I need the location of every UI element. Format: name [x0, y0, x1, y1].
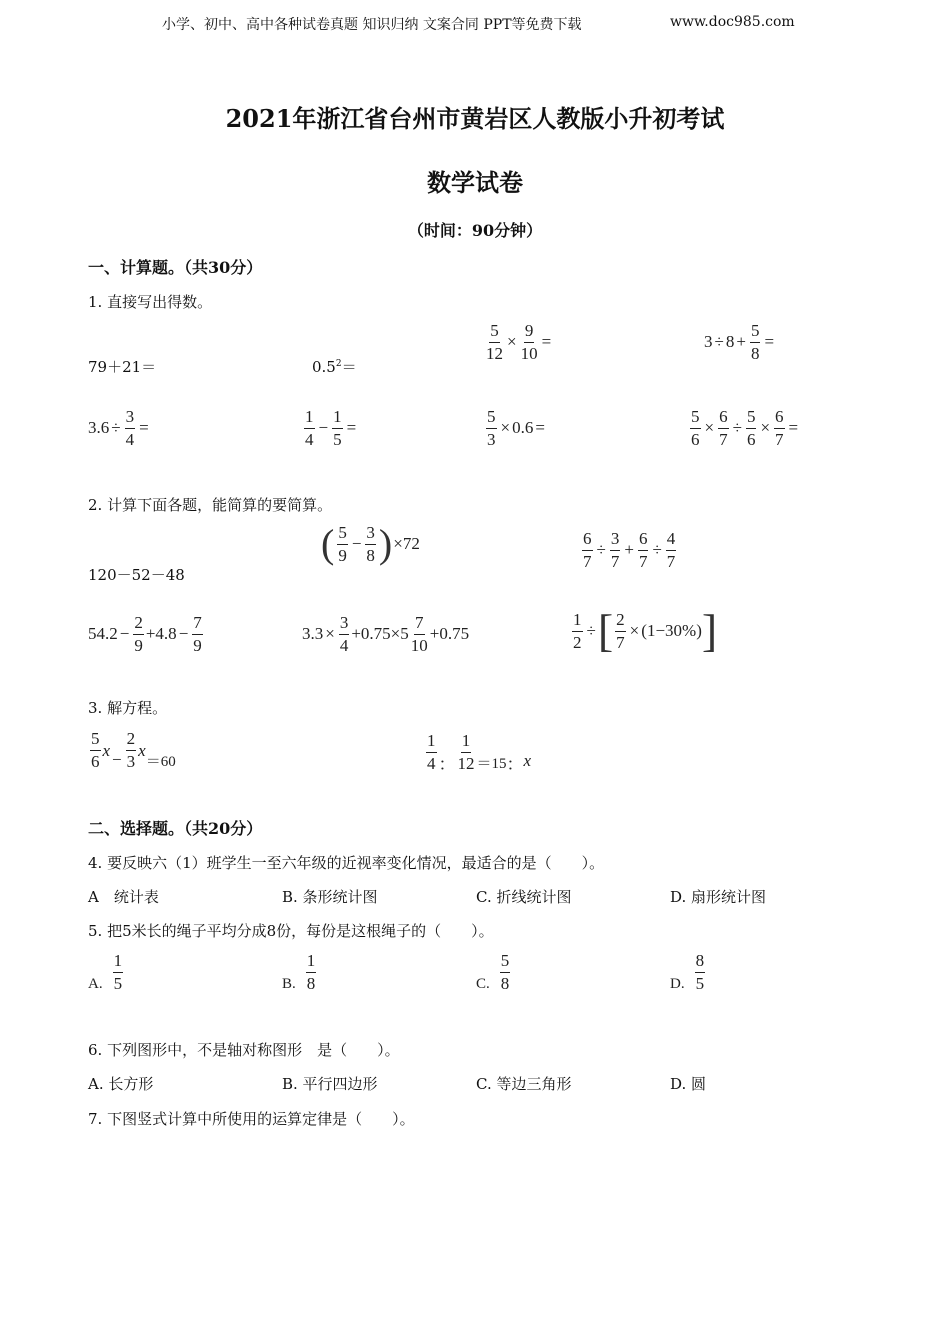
q4-option-c[interactable]: C. 折线统计图 — [476, 888, 572, 906]
header-text: 小学、初中、高中各种试卷真题 知识归纳 文案合同 PPT等免费下载 — [162, 17, 582, 33]
q1-d: 3 ÷ 8 + $\frac{5}{8}$ = — [704, 321, 775, 363]
q5-option-a[interactable]: A. 1 5 — [88, 951, 123, 993]
q5-option-b[interactable]: B. 1 8 — [282, 951, 316, 993]
section1-heading: 一、计算题。（共30分） — [88, 258, 263, 277]
q1-a: 79＋21＝ — [88, 358, 157, 376]
q2-e: 3.3 × $\frac{3}{4}$ +0.75×5 7 10 +0.75 — [302, 613, 470, 655]
q2-f: $\frac{1}{2}$ ÷ [ $\frac{2}{7}$ × ( 1−30% ) ] — [573, 605, 718, 656]
q1-h: $\frac{5}{6}$ × $\frac{6}{7}$ ÷ $\frac{5}{6}$ × $\frac{6}{7}$ = — [691, 407, 799, 449]
q3-eq2: 1 4 ： 1 12 ＝15 ： x — [427, 731, 532, 774]
q2-a: 120－52－48 — [88, 566, 185, 584]
q7-text: 7. 下图竖式计算中所使用的运算定律是（ ）。 — [88, 1110, 415, 1128]
q5-option-c[interactable]: C. 5 8 — [476, 951, 510, 993]
q1-label: 1. 直接写出得数。 — [88, 293, 213, 311]
page-subtitle: 数学试卷 — [427, 168, 523, 197]
q1-b: $0.5^2=$ — [312, 358, 357, 376]
q6-option-a[interactable]: A. 长方形 — [88, 1075, 154, 1093]
q6-option-c[interactable]: C. 等边三角形 — [476, 1075, 572, 1093]
q4-option-b[interactable]: B. 条形统计图 — [282, 888, 378, 906]
q2-b: ( 5 9 − $\frac{3}{8}$ ) ×72 — [321, 521, 420, 567]
q3-eq1: 5 6 x − $\frac{2}{3}$ x ＝60 — [91, 729, 176, 771]
q1-f: 1 4 − $\frac{1}{5}$ = — [305, 407, 357, 449]
header-url[interactable]: www.doc985.com — [670, 14, 795, 30]
q2-c: $\frac{6}{7}$ ÷ $\frac{3}{7}$ + $\frac{6}{7}$ ÷ $\frac{4}{7}$ — [583, 529, 676, 571]
q4-option-a[interactable]: A 统计表 — [88, 888, 159, 906]
page-title: 2021年浙江省台州市黄岩区人教版小升初考试 — [225, 104, 725, 133]
q6-option-d[interactable]: D. 圆 — [670, 1075, 707, 1093]
q4-text: 4. 要反映六（1）班学生一至六年级的近视率变化情况，最适合的是（ ）。 — [88, 854, 605, 872]
q2-label: 2. 计算下面各题，能简算的要简算。 — [88, 496, 333, 514]
q1-g: $\frac{5}{3}$ × 0.6 = — [487, 407, 545, 449]
q6-text: 6. 下列图形中，不是轴对称图形 是（ ）。 — [88, 1041, 400, 1059]
section2-heading: 二、选择题。（共20分） — [88, 819, 263, 838]
q4-option-d[interactable]: D. 扇形统计图 — [670, 888, 767, 906]
q1-c: $\frac{5}{12}$ × $\frac{9}{10}$ = — [486, 321, 552, 363]
time-limit: （时间：90分钟） — [407, 221, 543, 240]
q2-d: 54.2 − $\frac{2}{9}$ +4.8 − $\frac{7}{9}$ — [88, 613, 202, 655]
q3-label: 3. 解方程。 — [88, 699, 168, 717]
q5-text: 5. 把5米长的绳子平均分成8份，每份是这根绳子的（ ）。 — [88, 922, 494, 940]
q1-e: 3.6 ÷ $\frac{3}{4}$ = — [88, 407, 149, 449]
q6-option-b[interactable]: B. 平行四边形 — [282, 1075, 378, 1093]
q5-option-d[interactable]: D. 8 5 — [670, 951, 705, 993]
